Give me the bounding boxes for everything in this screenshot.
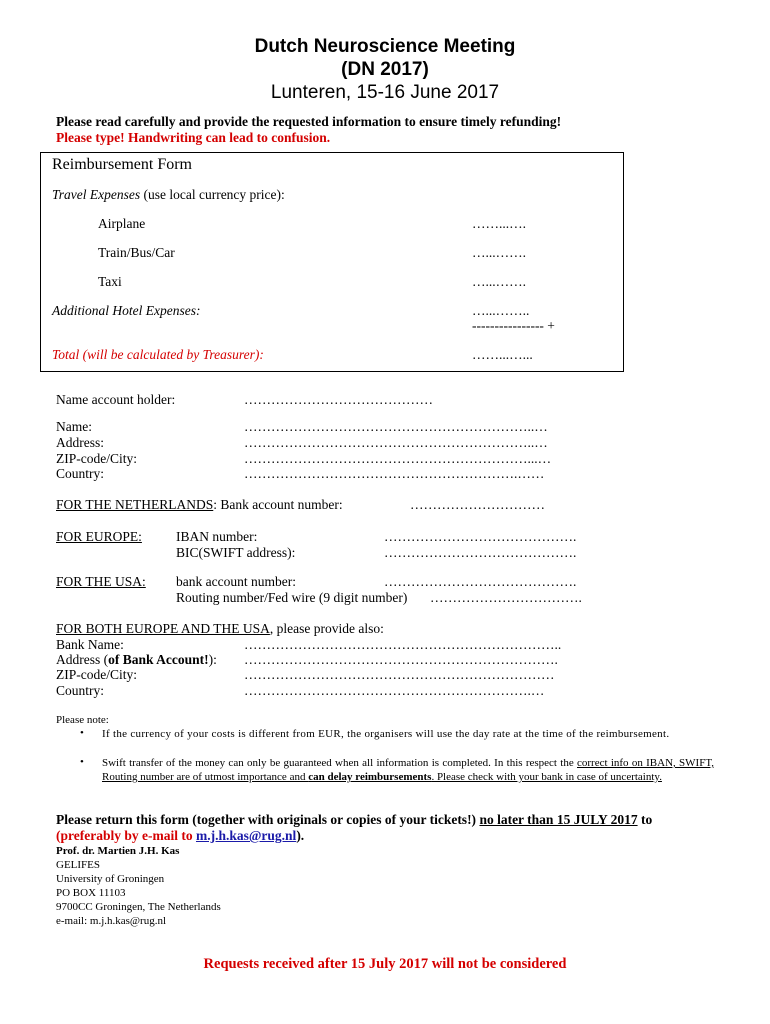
return-preference (56, 828, 304, 844)
both-text: , please provide also: (269, 621, 384, 636)
bank-zip-label: ZIP-code/City: (56, 667, 137, 682)
travel-note: (use local currency price): (140, 187, 285, 202)
contact-addr-1: GELIFES (56, 859, 100, 871)
hotel-expenses-field[interactable]: …...…….. (472, 303, 530, 318)
country-label: Country: (56, 466, 105, 481)
return-instruction (56, 812, 652, 828)
country-field[interactable]: …………………………………………………….…… (244, 466, 545, 481)
address-label: Address: (56, 435, 104, 450)
warning-text: Please type! Handwriting can lead to confusion. (56, 130, 331, 145)
bank-address-field[interactable]: ……………………………………………………………. (244, 652, 558, 667)
address-field[interactable]: ………………………………………………………..… (244, 435, 548, 450)
sum-line: ---------------- + (472, 318, 555, 333)
reimbursement-form-box (40, 152, 624, 372)
return-line-c: to (637, 812, 653, 827)
zip-city-field[interactable]: ………………………………………………………...… (244, 451, 552, 466)
netherlands-text: : Bank account number: (213, 497, 343, 512)
name-field[interactable]: ………………………………………………………..… (244, 419, 548, 434)
instruction-text: Please read carefully and provide the requested information to ensure timely refunding! (56, 114, 562, 129)
bank-address-label-c: ): (208, 652, 217, 667)
note-bullet-2-b: correct info on IBAN, SWIFT, Routing number are of utmost importance and (102, 757, 714, 783)
airplane-label: Airplane (98, 216, 146, 231)
travel-expenses-label (52, 187, 285, 203)
bullet-2-marker: • (80, 756, 84, 768)
total-label: Total (will be calculated by Treasurer): (52, 347, 264, 362)
bank-address-label-b: of Bank Account! (108, 652, 209, 667)
bank-name-field[interactable]: …………………………………………………………….. (244, 637, 562, 652)
taxi-label: Taxi (98, 274, 122, 289)
iban-field[interactable]: ……………………………………. (384, 529, 577, 544)
routing-label: Routing number/Fed wire (9 digit number) (176, 590, 408, 605)
europe-label: FOR EUROPE: (56, 529, 142, 544)
contact-addr-3: PO BOX 11103 (56, 887, 126, 899)
airplane-field[interactable]: ……...…. (472, 216, 526, 231)
travel-label: Travel Expenses (52, 187, 141, 202)
return-deadline: no later than 15 JULY 2017 (479, 812, 638, 827)
taxi-field[interactable]: …...……. (472, 274, 526, 289)
notes-title: Please note: (56, 714, 109, 726)
total-field: ……...…... (472, 347, 533, 362)
contact-email: e-mail: m.j.h.kas@rug.nl (56, 915, 167, 927)
page-title-line2: (DN 2017) (341, 59, 429, 80)
contact-name: Prof. dr. Martien J.H. Kas (56, 845, 180, 857)
return-pref-b: ). (296, 828, 305, 843)
note-bullet-2 (102, 756, 714, 784)
bank-zip-field[interactable]: …………………………………………………………… (244, 667, 555, 682)
note-bullet-2-a: Swift transfer of the money can only be guaranteed when all information is completed. In this respect the (102, 757, 577, 769)
bank-country-label: Country: (56, 683, 105, 698)
usa-account-label: bank account number: (176, 574, 296, 589)
netherlands-label: FOR THE NETHERLANDS (56, 497, 214, 512)
netherlands-section (56, 497, 343, 513)
bullet-1-marker: • (80, 727, 84, 739)
both-section (56, 621, 384, 637)
routing-field[interactable]: ……………………………. (430, 590, 582, 605)
usa-label: FOR THE USA: (56, 574, 146, 589)
return-line-a: Please return this form (together with originals or copies of your tickets!) (56, 812, 480, 827)
bic-field[interactable]: ……………………………………. (384, 545, 577, 560)
iban-label: IBAN number: (176, 529, 258, 544)
usa-account-field[interactable]: ……………………………………. (384, 574, 577, 589)
bank-country-field[interactable]: ……………………………………………………….… (244, 683, 545, 698)
note-bullet-2-c: can delay reimbursements (308, 771, 432, 783)
bank-name-label: Bank Name: (56, 637, 124, 652)
page-title-line1: Dutch Neuroscience Meeting (254, 36, 516, 57)
bank-address-label (56, 652, 217, 668)
note-bullet-2-d: . Please check with your bank in case of uncertainty. (431, 771, 662, 783)
return-pref-a: (preferably by e-mail to (56, 828, 196, 843)
email-link[interactable]: m.j.h.kas@rug.nl (195, 828, 297, 843)
account-holder-field[interactable]: …………………………………… (244, 392, 433, 407)
train-bus-car-field[interactable]: …...……. (472, 245, 526, 260)
footer-deadline-warning: Requests received after 15 July 2017 will not be considered (203, 956, 567, 972)
both-label: FOR BOTH EUROPE AND THE USA (56, 621, 270, 636)
account-holder-label: Name account holder: (56, 392, 176, 407)
hotel-expenses-label: Additional Hotel Expenses: (52, 303, 201, 318)
bic-label: BIC(SWIFT address): (176, 545, 296, 560)
name-label: Name: (56, 419, 92, 434)
form-title: Reimbursement Form (52, 156, 192, 173)
bank-address-label-a: Address ( (56, 652, 109, 667)
nl-account-field[interactable]: ………………………… (410, 497, 545, 512)
zip-city-label: ZIP-code/City: (56, 451, 137, 466)
contact-addr-4: 9700CC Groningen, The Netherlands (56, 901, 221, 913)
page-subtitle: Lunteren, 15-16 June 2017 (270, 82, 500, 103)
contact-addr-2: University of Groningen (56, 873, 165, 885)
train-bus-car-label: Train/Bus/Car (98, 245, 175, 260)
note-bullet-1: If the currency of your costs is different from EUR, the organisers will use the day rate at the time of the reimbursement. (102, 728, 670, 740)
